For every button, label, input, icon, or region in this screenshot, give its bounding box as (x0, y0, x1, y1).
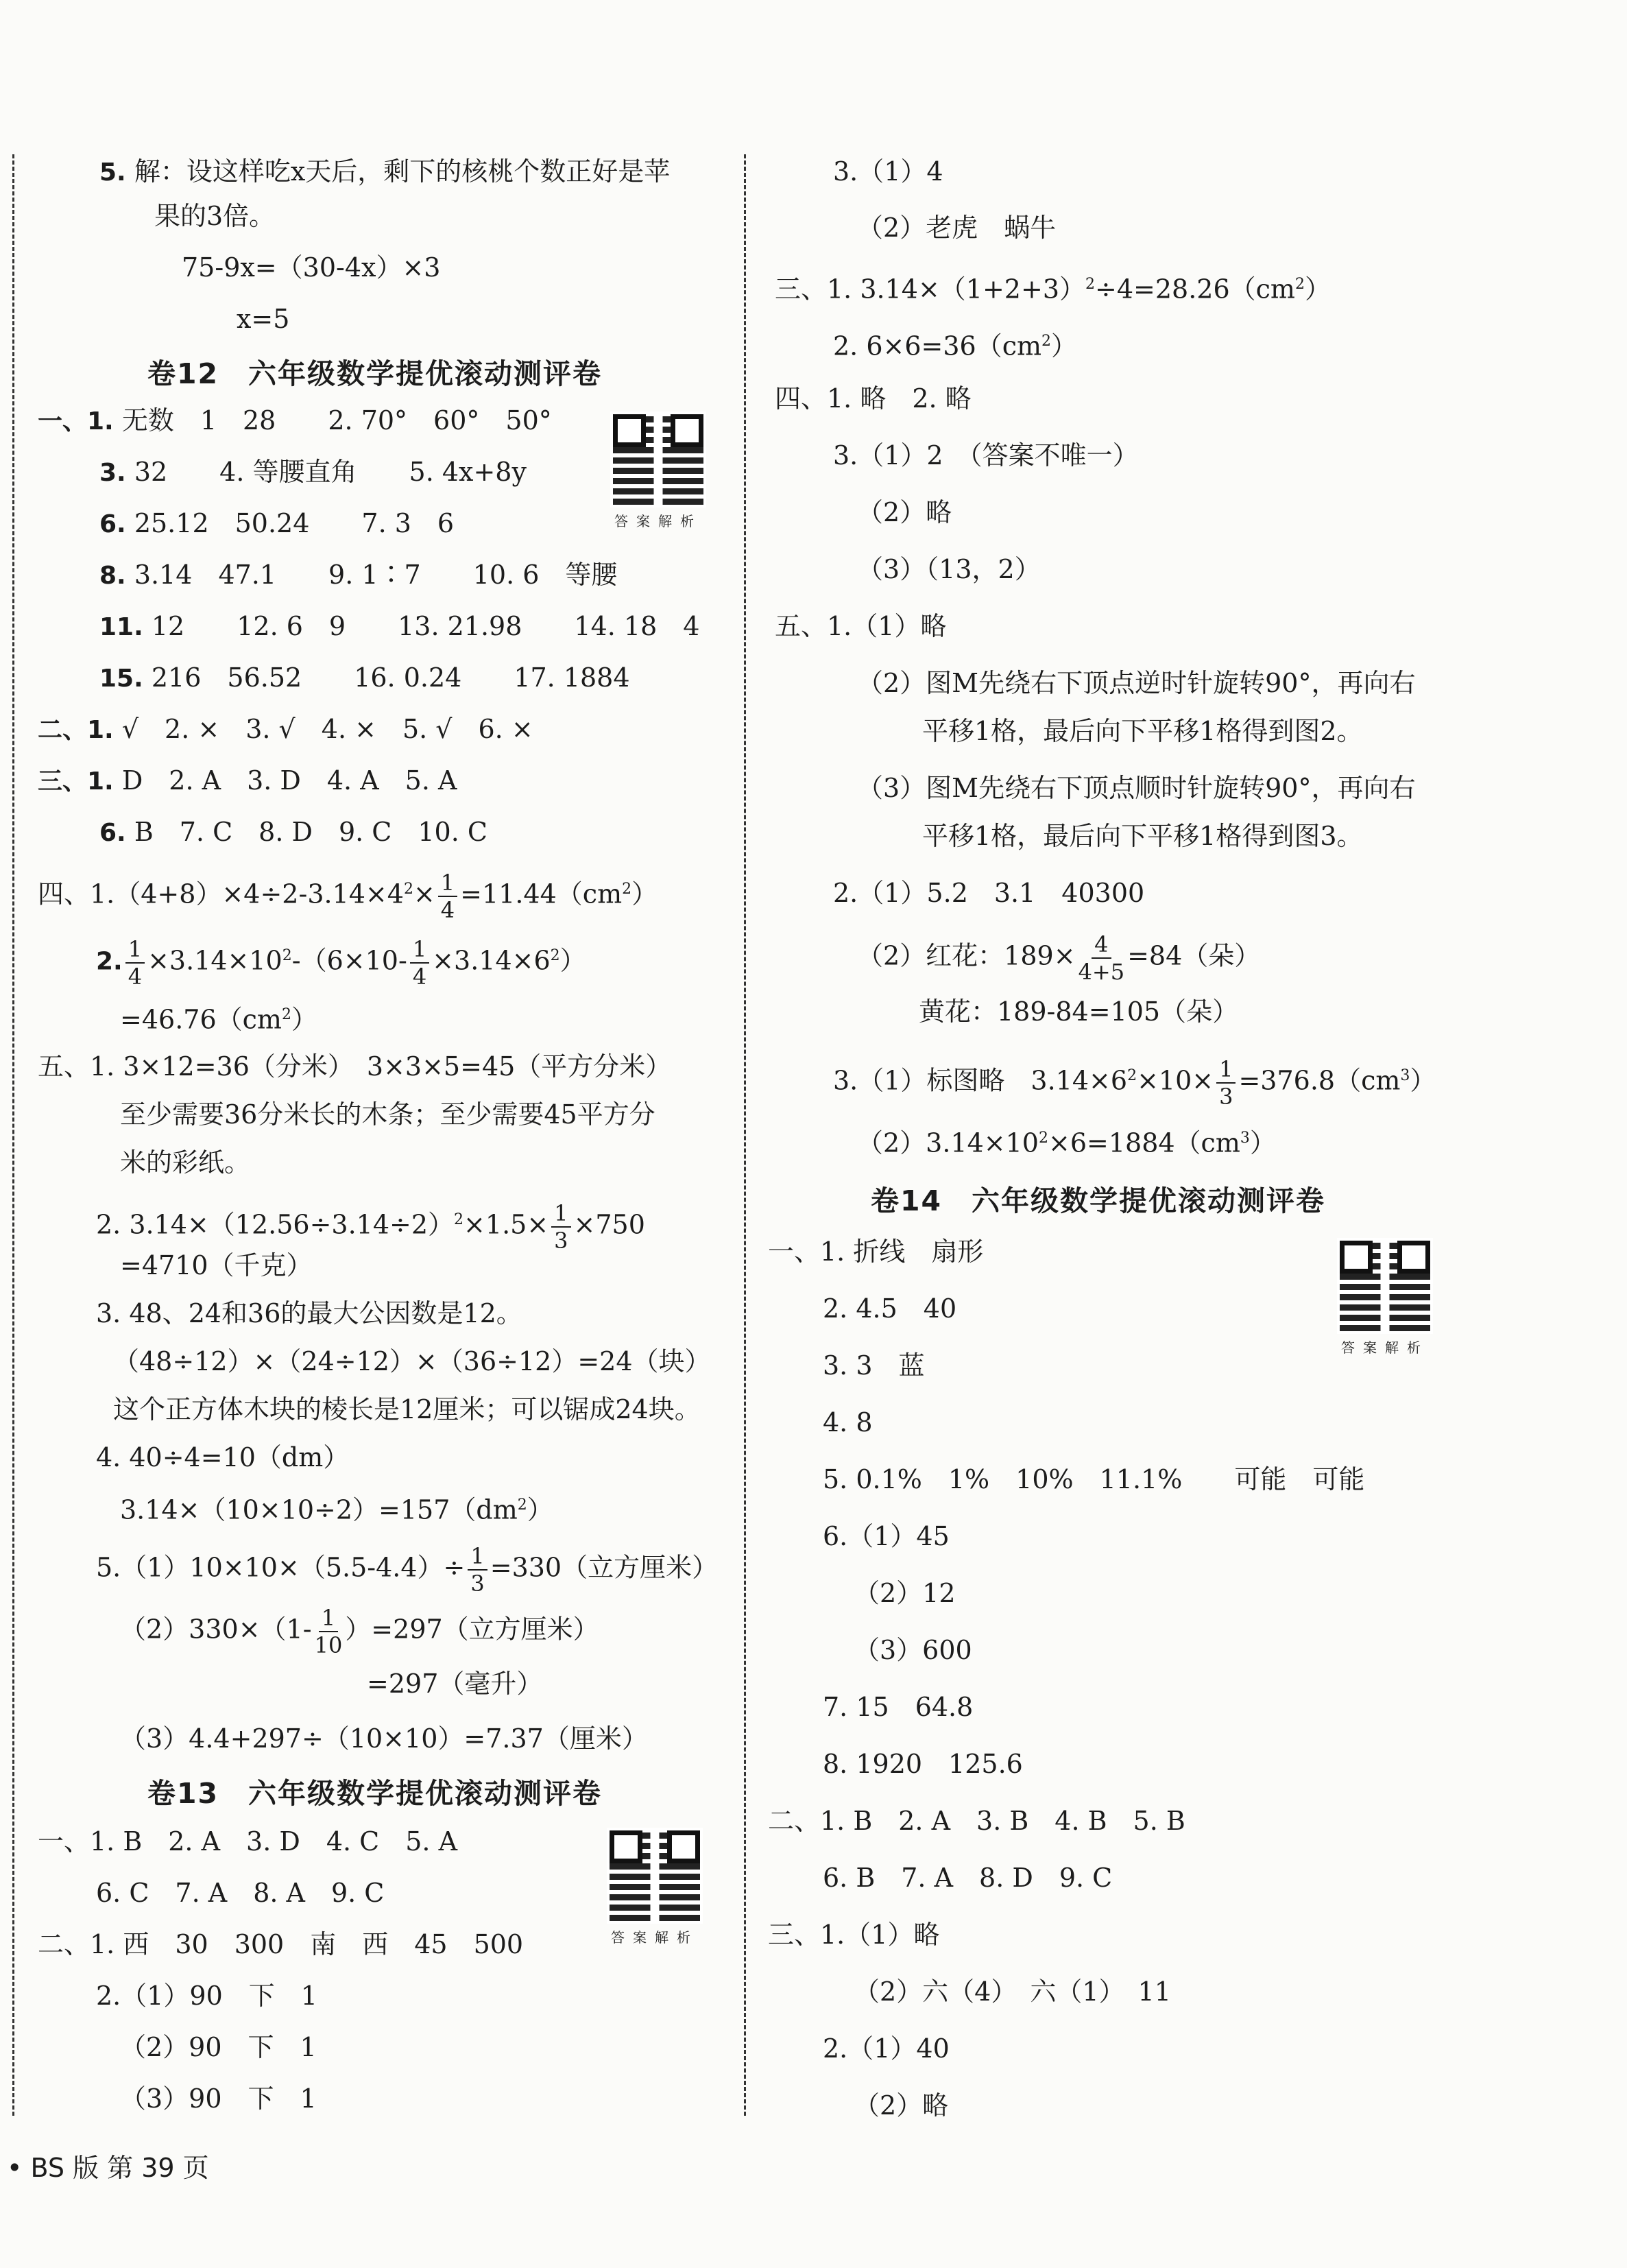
equation-line: =4710（千克） (120, 1250, 313, 1280)
answer-line: 3. 32 4. 等腰直角 5. 4x+8y (99, 457, 527, 487)
answer-line: 3. 48、24和36的最大公因数是12。 (96, 1298, 522, 1328)
equation-line: （2）330×（1- $\frac{1}{10}$ ）=297（立方厘米） (120, 1605, 599, 1658)
section-heading-14: 卷14 六年级数学提优滚动测评卷 (871, 1184, 1326, 1217)
answer-line: 6. B 7. A 8. D 9. C (823, 1863, 1113, 1893)
answer-line: 二、1. B 2. A 3. B 4. B 5. B (768, 1806, 1185, 1836)
answer-line: 15. 216 56.52 16. 0.24 17. 1884 (99, 663, 630, 693)
answer-line: （3）图M先绕右下顶点顺时针旋转90°，再向右 (857, 773, 1416, 803)
answer-line: （3）90 下 1 (120, 2084, 317, 2114)
equation-line: 75-9x=（30-4x）×3 (182, 252, 441, 283)
fraction: $\frac{1}{4}$ (125, 936, 145, 990)
answer-line: （2）90 下 1 (120, 2032, 317, 2062)
qr-caption: 答案解析 (614, 513, 702, 529)
answer-line: 平移1格，最后向下平移1格得到图2。 (922, 716, 1363, 746)
qr-code-13[interactable] (607, 1828, 703, 1946)
equation-line: （3）4.4+297÷（10×10）=7.37（厘米） (120, 1723, 648, 1754)
fraction: $\frac{1}{3}$ (468, 1543, 487, 1597)
equation-line: 3.（1）标图略 $3.14\times 6^2\times 10\times$ $\frac{1}{3}$ $=376.8(cm^3)$ (833, 1056, 1436, 1110)
qr-caption: 答案解析 (611, 1929, 699, 1946)
column-divider-left (12, 154, 14, 2116)
answer-line: （2）六（4） 六（1） 11 (854, 1977, 1171, 2007)
qr-code-14[interactable] (1337, 1238, 1433, 1357)
answer-line: 4. 40÷4=10（dm） (96, 1442, 350, 1472)
answer-line: （2）略 (857, 497, 952, 527)
answer-line: （2）老虎 蜗牛 (857, 213, 1057, 243)
answer-line: 至少需要36分米长的木条；至少需要45平方分 (120, 1099, 655, 1130)
answer-line: （3）600 (854, 1635, 972, 1665)
qr-code-icon (1337, 1238, 1433, 1334)
fraction: $\frac{1}{3}$ (1216, 1056, 1236, 1110)
answer-line: 6. 25.12 50.24 7. 3 6 (99, 508, 455, 538)
answer-line: 2.（1）5.2 3.1 40300 (833, 878, 1145, 908)
answer-line: 3.（1）2 （答案不唯一） (833, 440, 1139, 470)
answer-line: 四、1. 略 2. 略 (775, 383, 972, 414)
answer-line: 五、1. 3×12=36（分米） 3×3×5=45（平方分米） (38, 1051, 672, 1082)
answer-line: 果的3倍。 (154, 201, 276, 231)
qr-code-icon (610, 411, 706, 508)
equation-line: $3.14\times(10\times 10\div 2)=157(dm^2)$ (120, 1494, 553, 1525)
fraction: $\frac{1}{4}$ (410, 936, 429, 990)
section-heading-13: 卷13 六年级数学提优滚动测评卷 (147, 1777, 603, 1810)
answer-line: （2）12 (854, 1578, 956, 1608)
answer-line: 5. 解：设这样吃x天后，剩下的核桃个数正好是苹 (99, 156, 671, 187)
equation-line: =297（毫升） (367, 1669, 543, 1699)
answer-line: 平移1格，最后向下平移1格得到图3。 (922, 821, 1363, 851)
equation-line: （2）红花：189× $\frac{4}{4+5}$ =84（朵） (857, 931, 1261, 985)
fraction: $\frac{4}{4+5}$ (1078, 931, 1125, 985)
answer-line: 2.（1）40 (823, 2033, 950, 2064)
answer-line: 6. C 7. A 8. A 9. C (96, 1878, 385, 1908)
answer-line: 这个正方体木块的棱长是12厘米；可以锯成24块。 (113, 1394, 701, 1424)
equation-line: x=5 (237, 304, 290, 334)
answer-line: 6.（1）45 (823, 1521, 950, 1551)
equation-line: 2. $\frac{1}{4}$ $\times 3.14\times 10^2-(6\times 10-$ $\frac{1}{4}$ $\times 3.14\times 6^2$） (96, 936, 586, 990)
fraction: $\frac{1}{3}$ (551, 1200, 570, 1254)
answer-line: 三、1.（1）略 (768, 1920, 940, 1950)
answer-line: 8. 1920 125.6 (823, 1749, 1023, 1779)
answer-line: 米的彩纸。 (120, 1147, 251, 1178)
equation-line: 三、1. $3.14\times(1+2+3)^2\div 4=28.26(cm^2)$ (775, 274, 1331, 305)
answer-line: 一、1. B 2. A 3. D 4. C 5. A (38, 1826, 458, 1857)
qr-code-icon (607, 1828, 703, 1924)
fraction: $\frac{1}{10}$ (314, 1605, 343, 1658)
answer-line: 2. 4.5 40 (823, 1293, 957, 1324)
equation-line: 5.（1）10×10×（5.5-4.4）÷ $\frac{1}{3}$ =330（立方厘米） (96, 1543, 719, 1597)
answer-line: （2）略 (854, 2090, 949, 2121)
equation-line: $=46.76(cm^2)$ (120, 1004, 317, 1035)
answer-line: （48÷12）×（24÷12）×（36÷12）=24（块） (113, 1346, 711, 1376)
answer-line: 7. 15 64.8 (823, 1692, 974, 1722)
equation-line: 2. $6\times 6=36(cm^2)$ (833, 331, 1078, 361)
column-divider-center (744, 154, 746, 2116)
answer-line: 3.（1）4 (833, 156, 943, 187)
answer-line: 8. 3.14 47.1 9. 1∶7 10. 6 等腰 (99, 560, 618, 590)
answer-line: 三、1. D 2. A 3. D 4. A 5. A (38, 765, 457, 796)
equation-line: 2. $3.14\times(12.56\div 3.14\div 2)^2\times 1.5\times$ $\frac{1}{3}$ ×750 (96, 1200, 645, 1254)
page-footer: • BS 版 第 39 页 (7, 2153, 209, 2183)
answer-line: 一、1. 无数 1 28 2. 70° 60° 50° (38, 405, 552, 435)
answer-line: 4. 8 (823, 1407, 873, 1437)
equation-line: $(2)3.14\times 10^2\times 6=1884(cm^3)$ (857, 1127, 1276, 1158)
equation-line: 四、$1.(4+8)\times 4\div 2-3.14\times 4^2\times$ $\frac{1}{4}$ $=11.44(cm^2)$ (38, 870, 658, 923)
qr-code-12[interactable] (610, 411, 706, 530)
answer-line: 11. 12 12. 6 9 13. 21.98 14. 18 4 (99, 611, 700, 641)
answer-line: 二、1. √ 2. × 3. √ 4. × 5. √ 6. × (38, 714, 533, 744)
answer-line: 3. 3 蓝 (823, 1350, 925, 1381)
qr-caption: 答案解析 (1341, 1339, 1429, 1356)
section-heading-12: 卷12 六年级数学提优滚动测评卷 (147, 357, 603, 390)
answer-line: 2.（1）90 下 1 (96, 1981, 317, 2011)
answer-line: 5. 0.1% 1% 10% 11.1% 可能 可能 (823, 1464, 1365, 1494)
answer-line: （3）（13，2） (857, 554, 1041, 584)
equation-line: 黄花：189-84=105（朵） (919, 996, 1239, 1027)
answer-line: 一、1. 折线 扇形 (768, 1237, 984, 1267)
answer-line: 二、1. 西 30 300 南 西 45 500 (38, 1929, 524, 1959)
fraction: $\frac{1}{4}$ (438, 870, 457, 923)
answer-line: 6. B 7. C 8. D 9. C 10. C (99, 817, 487, 847)
answer-line: （2）图M先绕右下顶点逆时针旋转90°，再向右 (857, 668, 1416, 698)
answer-line: 五、1.（1）略 (775, 611, 947, 641)
